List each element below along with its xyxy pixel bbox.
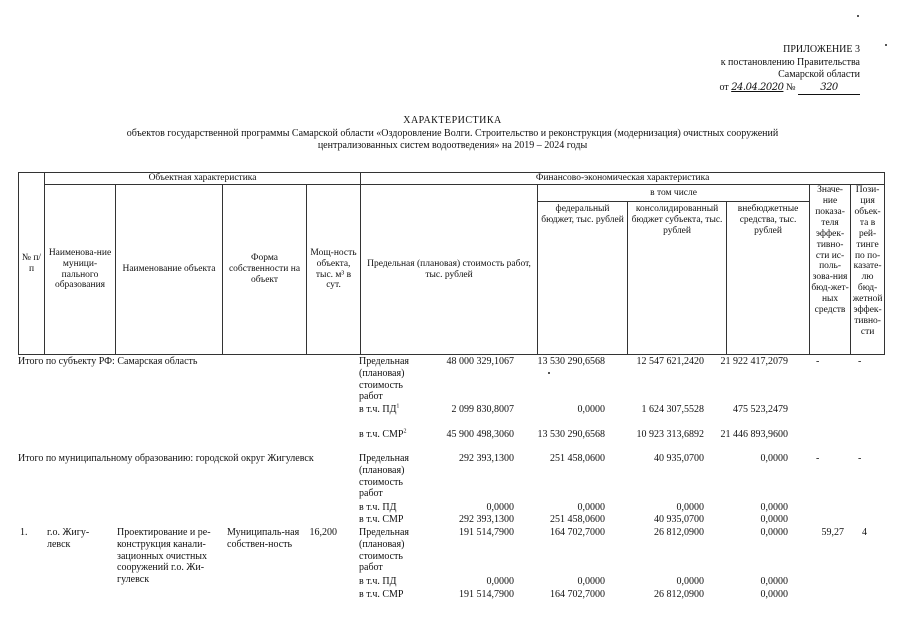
subject-smr-label: в т.ч. СМР$^2$ xyxy=(359,428,407,440)
object-1-total-cost: 191 514,7900 xyxy=(459,527,514,538)
municipality-rank-dash: - xyxy=(858,453,862,464)
object-1-total-consolidated: 26 812,0900 xyxy=(654,527,704,538)
col-muni: Наименова-ние муници-пального образования xyxy=(45,185,116,355)
subject-total-title: Итого по субъекту РФ: Самарская область xyxy=(18,356,198,367)
municipality-pd-consolidated: 0,0000 xyxy=(676,502,704,513)
municipality-pd-label: в т.ч. ПД xyxy=(359,502,397,513)
municipality-total-federal: 251 458,0600 xyxy=(550,453,605,464)
appendix-decree: к постановлению Правительства xyxy=(720,56,860,68)
subject-total-consolidated: 12 547 621,2420 xyxy=(636,356,704,367)
subject-pd-consolidated: 1 624 307,5528 xyxy=(641,404,704,415)
group-including: в том числе xyxy=(538,185,810,202)
title-main: ХАРАКТЕРИСТИКА xyxy=(403,115,502,126)
handwritten-number: 320 xyxy=(820,81,838,93)
object-1-cost-label: Предельная (плановая) стоимость работ xyxy=(359,527,409,574)
number-label: № xyxy=(785,81,796,93)
title-sub-1: объектов государственной программы Самарской области «Оздоровление Волги. Строительство и реконструкция (модернизация) очистных сооружений xyxy=(126,127,779,139)
handwritten-date: 24.04.2020 xyxy=(731,81,784,93)
object-1-pd-consolidated: 0,0000 xyxy=(676,576,704,587)
subject-pd-federal: 0,0000 xyxy=(577,404,605,415)
subject-rank-dash: - xyxy=(858,356,862,367)
object-1-smr-extra: 0,0000 xyxy=(760,589,788,600)
col-num: № п/п xyxy=(19,173,45,355)
appendix-date-line xyxy=(600,82,860,96)
capacity-text: Мощ-ность объекта, тыс. м³ в сут. xyxy=(310,247,357,291)
col-cost: Предельная (плановая) стоимость работ, тыс. рублей xyxy=(361,185,538,355)
col-consolidated: консолидированный бюджет субъекта, тыс. рублей xyxy=(628,202,727,355)
municipality-smr-extra: 0,0000 xyxy=(760,514,788,525)
municipality-total-title: Итого по муниципальному образованию: городской округ Жигулевск xyxy=(18,453,314,464)
col-object: Наименование объекта xyxy=(116,185,223,355)
object-1-num: 1. xyxy=(20,527,28,538)
object-1-smr-cost: 191 514,7900 xyxy=(459,589,514,600)
municipality-total-extra: 0,0000 xyxy=(760,453,788,464)
object-1-pd-label: в т.ч. ПД xyxy=(359,576,397,587)
col-federal: федеральный бюджет, тыс. рублей xyxy=(538,202,628,355)
object-1-pd-extra: 0,0000 xyxy=(760,576,788,587)
municipality-smr-cost: 292 393,1300 xyxy=(459,514,514,525)
subject-smr-extra: 21 446 893,9600 xyxy=(720,429,788,440)
date-prefix: от xyxy=(719,81,729,93)
object-1-total-federal: 164 702,7000 xyxy=(550,527,605,538)
subject-smr-federal: 13 530 290,6568 xyxy=(537,429,605,440)
col-owner: Форма собственности на объект xyxy=(223,185,307,355)
municipality-total-consolidated: 40 935,0700 xyxy=(654,453,704,464)
object-1-indicator: 59,27 xyxy=(821,527,844,538)
object-1-total-extra: 0,0000 xyxy=(760,527,788,538)
appendix-block xyxy=(600,44,860,95)
group-object: Объектная характеристика xyxy=(45,173,361,185)
municipality-pd-federal: 0,0000 xyxy=(577,502,605,513)
col-rank: Пози-ция объек-та в рей-тинге по по-казате-лю бюд-жетной эффек-тивно-сти xyxy=(851,185,885,355)
subject-total-cost: 48 000 329,1067 xyxy=(446,356,514,367)
municipality-pd-cost: 0,0000 xyxy=(486,502,514,513)
object-1-pd-federal: 0,0000 xyxy=(577,576,605,587)
municipality-total-cost: 292 393,1300 xyxy=(459,453,514,464)
subject-pd-label: в т.ч. $ПД^1$ xyxy=(359,403,400,415)
header-table xyxy=(18,172,885,355)
municipality-smr-consolidated: 40 935,0700 xyxy=(654,514,704,525)
col-indicator: Значе-ние показа-теля эффек-тивно-сти ис-поль-зова-ния бюд-жет-ных средств xyxy=(810,185,851,355)
object-1-smr-consolidated: 26 812,0900 xyxy=(654,589,704,600)
object-1-pd-cost: 0,0000 xyxy=(486,576,514,587)
subject-smr-cost: 45 900 498,3060 xyxy=(446,429,514,440)
subject-cost-label: Предельная (плановая) стоимость работ xyxy=(359,356,409,403)
municipality-cost-label: Предельная (плановая) стоимость работ xyxy=(359,453,409,500)
group-finance: Финансово-экономическая характеристика xyxy=(361,173,885,185)
municipality-indicator-dash: - xyxy=(816,453,820,464)
object-1-smr-federal: 164 702,7000 xyxy=(550,589,605,600)
col-capacity xyxy=(307,185,361,355)
municipality-smr-label: в т.ч. СМР xyxy=(359,514,404,525)
object-1-muni: г.о. Жигу-левск xyxy=(47,527,90,550)
subject-pd-extra: 475 523,2479 xyxy=(733,404,788,415)
municipality-pd-extra: 0,0000 xyxy=(760,502,788,513)
appendix-title: ПРИЛОЖЕНИЕ 3 xyxy=(783,44,860,55)
municipality-smr-federal: 251 458,0600 xyxy=(550,514,605,525)
document-title xyxy=(0,115,905,153)
object-1-capacity: 16,200 xyxy=(309,527,337,538)
object-1-name: Проектирование и ре-конструкция канали-зационных очистных сооружений г.о. Жи-гулевск xyxy=(117,527,211,586)
subject-pd-cost: 2 099 830,8007 xyxy=(451,404,514,415)
appendix-region: Самарской области xyxy=(778,69,860,80)
subject-total-federal: 13 530 290,6568 xyxy=(537,356,605,367)
subject-smr-consolidated: 10 923 313,6892 xyxy=(636,429,704,440)
subject-total-extra: 21 922 417,2079 xyxy=(720,356,788,367)
object-1-rank: 4 xyxy=(862,527,867,538)
object-1-owner: Муниципаль-ная собствен-ность xyxy=(227,527,300,550)
subject-indicator-dash: - xyxy=(816,356,820,367)
col-extra: внебюджетные средства, тыс. рублей xyxy=(727,202,810,355)
title-sub-2: централизованных систем водоотведения» на 2019 – 2024 годы xyxy=(317,140,588,151)
object-1-smr-label: в т.ч. СМР xyxy=(359,589,404,600)
